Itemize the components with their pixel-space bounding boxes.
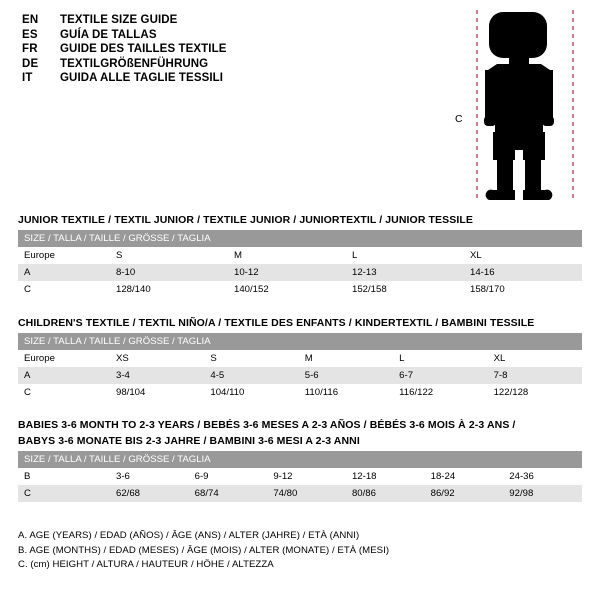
table-header-row <box>18 230 582 247</box>
section-title: JUNIOR TEXTILE / TEXTIL JUNIOR / TEXTILE JUNIOR / JUNIORTEXTIL / JUNIOR TESSILE <box>18 214 473 226</box>
table-header-label: SIZE / TALLA / TAILLE / GRÖSSE / TAGLIA <box>18 230 582 247</box>
language-row-fr <box>22 43 442 55</box>
section-children <box>18 317 582 401</box>
child-figure <box>455 8 580 203</box>
section-title: CHILDREN'S TEXTILE / TEXTIL NIÑO/A / TEXTILE DES ENFANTS / KINDERTEXTIL / BAMBINI TESSILE <box>18 317 535 329</box>
language-title: TEXTILGRÖßENFÜHRUNG <box>60 57 209 70</box>
cell: 98/104 <box>110 384 204 401</box>
cell: 86/92 <box>425 485 504 502</box>
row-label: A <box>18 367 110 384</box>
table-header-label: SIZE / TALLA / TAILLE / GRÖSSE / TAGLIA <box>18 333 582 350</box>
table-header-label: SIZE / TALLA / TAILLE / GRÖSSE / TAGLIA <box>18 451 582 468</box>
language-code: FR <box>22 43 38 55</box>
legend-item-a: A. AGE (YEARS) / EDAD (AÑOS) / ÂGE (ANS) / ALTER (JAHRE) / ETÀ (ANNI) <box>18 530 360 541</box>
cell: 3-6 <box>110 468 189 485</box>
table-row <box>18 384 582 401</box>
row-label: Europe <box>18 350 110 367</box>
cell: S <box>204 350 298 367</box>
table-row <box>18 468 582 485</box>
table-row <box>18 247 582 264</box>
row-label: C <box>18 384 110 401</box>
legend-item-b: B. AGE (MONTHS) / EDAD (MESES) / ÂGE (MOIS) / ALTER (MONATE) / ETÀ (MESI) <box>18 544 390 556</box>
legend <box>18 530 582 574</box>
cell: 6-7 <box>393 367 487 384</box>
cell: L <box>393 350 487 367</box>
cell: 12-13 <box>346 264 464 281</box>
cell: 9-12 <box>267 468 346 485</box>
table-row <box>18 264 582 281</box>
legend-item-c: C. (cm) HEIGHT / ALTURA / HAUTEUR / HÖHE / ALTEZZA <box>18 559 274 570</box>
cell: 5-6 <box>299 367 393 384</box>
cell: 10-12 <box>228 264 346 281</box>
cell: M <box>299 350 393 367</box>
cell: 12-18 <box>346 468 425 485</box>
cell: 62/68 <box>110 485 189 502</box>
babies-size-table <box>18 451 582 502</box>
cell: 158/170 <box>464 281 582 298</box>
cell: 3-4 <box>110 367 204 384</box>
table-header-row <box>18 333 582 350</box>
cell: 6-9 <box>189 468 268 485</box>
section-junior <box>18 214 582 298</box>
language-title: TEXTILE SIZE GUIDE <box>60 14 178 26</box>
cell: 104/110 <box>204 384 298 401</box>
language-row-de <box>22 58 442 70</box>
child-silhouette-icon <box>455 8 580 203</box>
cell: 110/116 <box>299 384 393 401</box>
cell: 92/98 <box>503 485 582 502</box>
language-title: GUIDA ALLE TAGLIE TESSILI <box>60 72 224 84</box>
section-babies <box>18 419 582 502</box>
language-code: ES <box>22 28 38 41</box>
cell: 68/74 <box>189 485 268 502</box>
cell: 74/80 <box>267 485 346 502</box>
cell: 128/140 <box>110 281 228 298</box>
row-label: A <box>18 264 110 281</box>
language-header <box>22 14 442 87</box>
language-title: GUIDE DES TAILLES TEXTILE <box>60 43 227 55</box>
cell: 4-5 <box>204 367 298 384</box>
section-title-line2: BABYS 3-6 MONATE BIS 2-3 JAHRE / BAMBINI 3-6 MESI A 2-3 ANNI <box>18 435 360 447</box>
table-row <box>18 350 582 367</box>
table-header-row <box>18 451 582 468</box>
cell: XL <box>464 247 582 264</box>
cell: XL <box>488 350 582 367</box>
language-row-it <box>22 72 442 84</box>
table-row <box>18 281 582 298</box>
cell: 80/86 <box>346 485 425 502</box>
row-label: C <box>18 281 110 298</box>
language-row-en <box>22 14 442 26</box>
row-label: Europe <box>18 247 110 264</box>
cell: L <box>346 247 464 264</box>
cell: S <box>110 247 228 264</box>
cell: 24-36 <box>503 468 582 485</box>
cell: 122/128 <box>488 384 582 401</box>
children-size-table <box>18 333 582 401</box>
cell: 18-24 <box>425 468 504 485</box>
cell: 7-8 <box>488 367 582 384</box>
language-title: GUÍA DE TALLAS <box>60 28 157 41</box>
cell: 14-16 <box>464 264 582 281</box>
cell: 8-10 <box>110 264 228 281</box>
cell: 116/122 <box>393 384 487 401</box>
height-measure-label: C <box>455 113 463 125</box>
table-row <box>18 485 582 502</box>
row-label: C <box>18 485 110 502</box>
section-title: BABIES 3-6 MONTH TO 2-3 YEARS / BEBÉS 3-6 MESES A 2-3 AÑOS / BÉBÉS 3-6 MOIS À 2-3 ANS / <box>18 419 516 431</box>
cell: M <box>228 247 346 264</box>
language-code: EN <box>22 14 39 26</box>
table-row <box>18 367 582 384</box>
language-code: IT <box>22 72 33 84</box>
cell: XS <box>110 350 204 367</box>
row-label: B <box>18 468 110 485</box>
junior-size-table <box>18 230 582 298</box>
language-row-es <box>22 29 442 41</box>
cell: 152/158 <box>346 281 464 298</box>
cell: 140/152 <box>228 281 346 298</box>
language-code: DE <box>22 57 39 70</box>
